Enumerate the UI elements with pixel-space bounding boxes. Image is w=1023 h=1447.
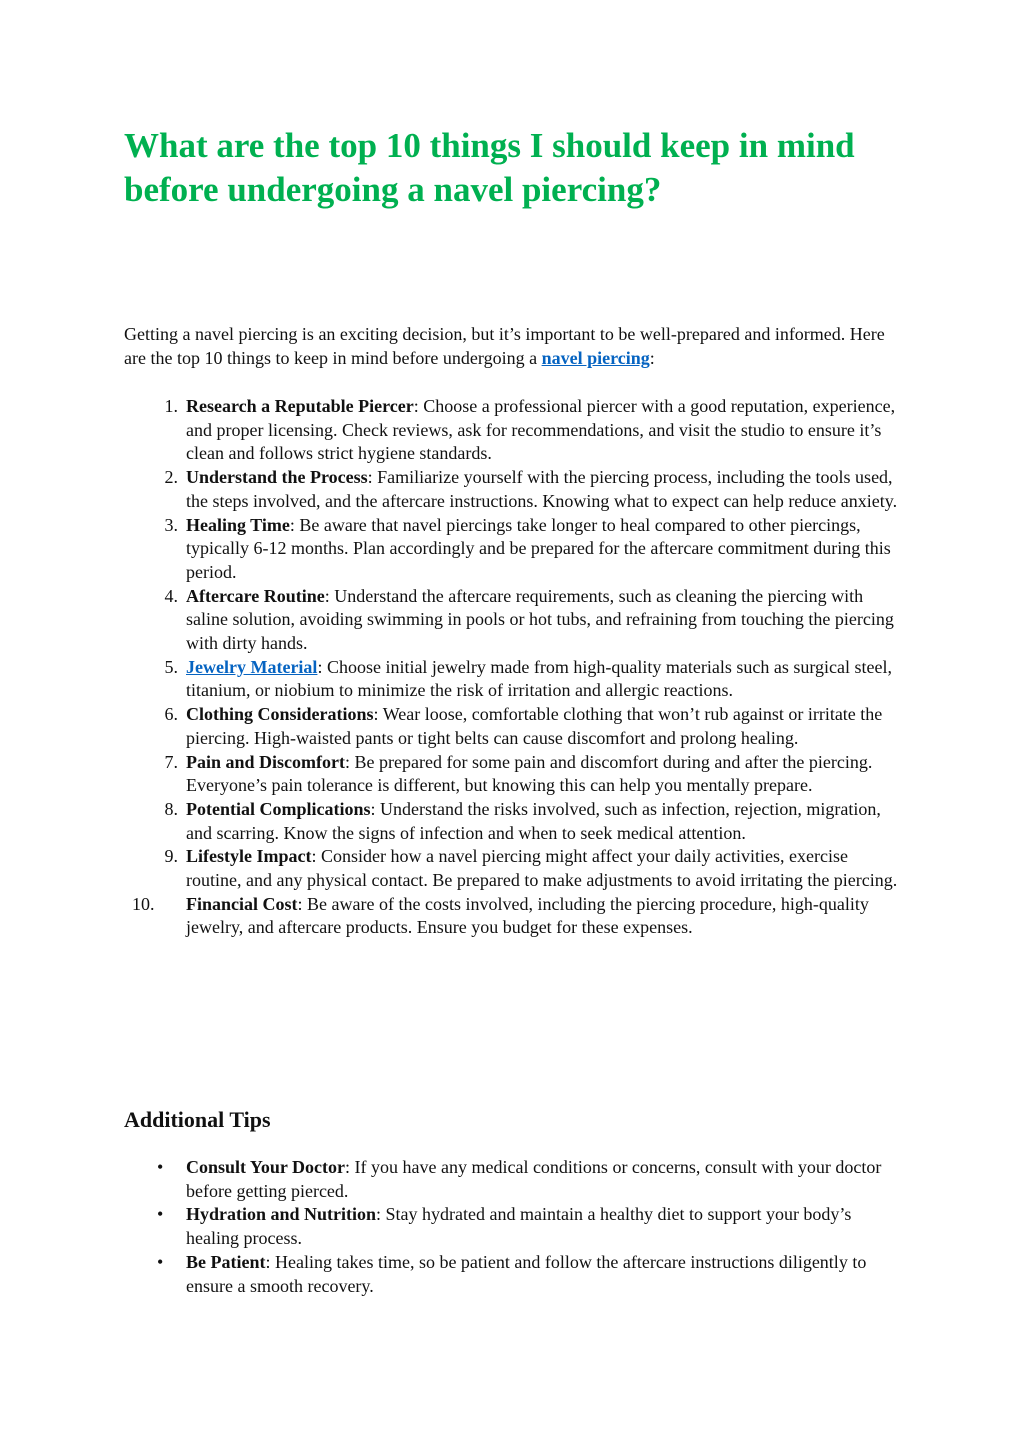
bullet-icon: • (157, 1157, 164, 1177)
bullet-icon: • (157, 1251, 164, 1272)
list-item (124, 514, 904, 585)
item-text: : Be aware that navel piercings take longer to heal compared to other piercings, typically 6-12 months. Plan accordingly and be prepared for the aftercare commitment during this period. (186, 514, 891, 582)
bullet-icon: • (157, 1204, 164, 1225)
top-ten-list (124, 395, 904, 940)
item-text: : Choose a professional piercer with a good reputation, experience, and proper licensing. Check reviews, ask for recommendations, and visit the studio to ensure it’s clean and follows strict hygiene standards. (186, 396, 896, 464)
item-text: : Be prepared for some pain and discomfort during and after the piercing. Everyone’s pain tolerance is different, but knowing this can help you mentally prepare. (186, 751, 873, 796)
list-item (124, 1156, 904, 1203)
item-text: : Choose initial jewelry made from high-quality materials such as surgical steel, titanium, or niobium to minimize the risk of irritation and allergic reactions. (186, 656, 892, 701)
list-item (124, 466, 904, 513)
item-heading: Research a Reputable Piercer (186, 396, 414, 416)
list-number: 2. (164, 467, 178, 488)
item-heading: Aftercare Routine (186, 585, 325, 606)
item-heading: Potential Complications (186, 798, 371, 819)
item-heading: Pain and Discomfort (186, 751, 345, 772)
item-heading: Clothing Considerations (186, 704, 374, 725)
list-item (124, 656, 904, 703)
list-number: 1. (164, 396, 178, 416)
item-heading: Healing Time (186, 514, 290, 535)
additional-tips-heading: Additional Tips (124, 1107, 271, 1132)
item-heading: Understand the Process (186, 467, 368, 488)
navel-piercing-link[interactable]: navel piercing (541, 348, 650, 368)
item-text: : Understand the aftercare requirements, such as cleaning the piercing with saline solution, avoiding swimming in pools or hot tubs, and refraining from touching the piercing with dirty hands. (186, 585, 894, 654)
item-heading: Be Patient (186, 1251, 266, 1272)
list-item (124, 798, 904, 845)
list-number: 4. (164, 585, 178, 606)
list-number: 6. (164, 704, 178, 725)
item-heading: Consult Your Doctor (186, 1157, 346, 1177)
item-heading: Lifestyle Impact (186, 846, 312, 867)
list-item (124, 845, 904, 892)
item-text: : Familiarize yourself with the piercing process, including the tools used, the steps involved, and the aftercare instructions. Knowing what to expect can help reduce anxiety. (186, 467, 898, 511)
item-text: : Be aware of the costs involved, including the piercing procedure, high-quality jewelry, and aftercare products. Ensure you budget for these expenses. (186, 893, 869, 938)
list-item (124, 703, 904, 750)
list-number: 10. (132, 893, 155, 914)
list-item (124, 395, 904, 466)
list-number: 8. (164, 798, 178, 819)
intro-paragraph (124, 322, 904, 370)
list-number: 5. (164, 656, 178, 677)
list-item (124, 751, 904, 798)
item-heading: Hydration and Nutrition (186, 1204, 377, 1225)
item-text: : Healing takes time, so be patient and follow the aftercare instructions diligently to ensure a smooth recovery. (186, 1251, 867, 1296)
list-number: 3. (164, 514, 178, 535)
list-item (124, 1251, 904, 1298)
jewelry-material-link[interactable]: Jewelry Material (186, 656, 318, 677)
page-title: What are the top 10 things I should keep in mind before undergoing a navel piercing? (124, 126, 855, 209)
list-item (124, 1203, 904, 1250)
item-text: : Wear loose, comfortable clothing that won’t rub against or irritate the piercing. High-waisted pants or tight belts can cause discomfort and prolong healing. (186, 704, 883, 748)
list-item (124, 585, 904, 656)
intro-suffix: : (649, 348, 655, 368)
item-text: : If you have any medical conditions or concerns, consult with your doctor before getting pierced. (186, 1157, 882, 1201)
list-item (124, 893, 904, 940)
item-text: : Stay hydrated and maintain a healthy diet to support your body’s healing process. (186, 1204, 852, 1249)
list-number: 9. (164, 846, 178, 867)
additional-tips-list (124, 1156, 904, 1298)
item-text: : Consider how a navel piercing might affect your daily activities, exercise routine, and any physical contact. Be prepared to make adjustments to avoid irritating the piercing. (186, 846, 898, 891)
intro-text: Getting a navel piercing is an exciting decision, but it’s important to be well-prepared and informed. Here are the top 10 things to keep in mind before undergoing a (124, 324, 885, 368)
list-number: 7. (164, 751, 178, 772)
item-text: : Understand the risks involved, such as infection, rejection, migration, and scarring. Know the signs of infection and when to seek medical attention. (186, 798, 881, 843)
item-heading: Financial Cost (186, 893, 298, 914)
